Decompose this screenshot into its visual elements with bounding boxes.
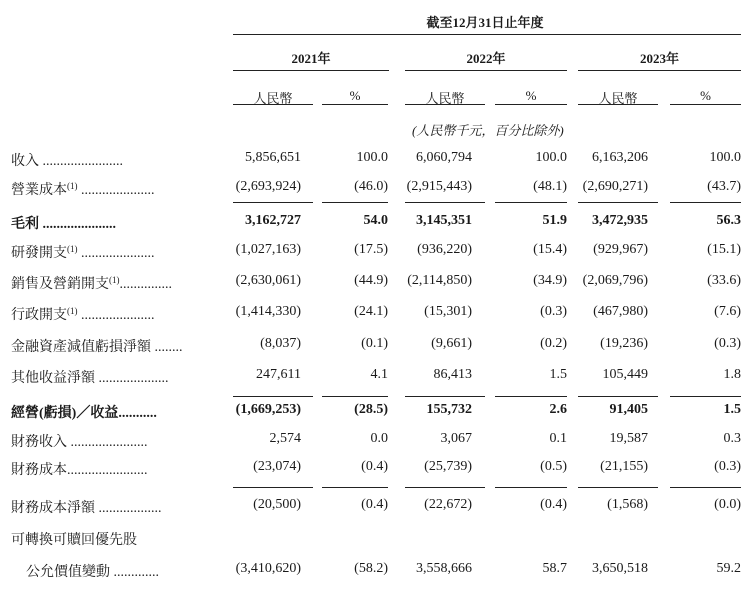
- cell-rmb-2023: 19,587: [609, 431, 648, 446]
- row-label: [11, 336, 183, 356]
- cell-rmb-2022: (9,661): [431, 336, 472, 351]
- cell-rmb-2021: (1,669,253): [235, 402, 301, 417]
- rule-after-fincost-3: [405, 487, 485, 488]
- row-label-text: 其他收益淨額: [11, 371, 95, 386]
- cell-rmb-2021: (1,414,330): [235, 304, 301, 319]
- year-header-2022: 2022年: [466, 51, 506, 66]
- row-label: [26, 561, 159, 581]
- footnote-marker: (1): [109, 275, 120, 285]
- cell-pct-2022: (48.1): [533, 179, 567, 194]
- cell-pct-2023: (7.6): [714, 304, 741, 319]
- footnote-marker: (1): [67, 244, 78, 254]
- cell-rmb-2022: 3,145,351: [416, 213, 472, 228]
- footnote-marker: (1): [67, 181, 78, 191]
- cell-pct-2023: (43.7): [707, 179, 741, 194]
- cell-rmb-2023: 105,449: [602, 367, 648, 382]
- row-label: [11, 367, 169, 387]
- cell-rmb-2022: (2,114,850): [407, 273, 472, 288]
- cell-rmb-2022: 3,067: [440, 431, 472, 446]
- cell-pct-2022: 0.1: [549, 431, 567, 446]
- subhead-rmb-2021: 人民幣: [253, 91, 293, 106]
- row-label: [11, 402, 157, 422]
- cell-rmb-2023: 3,472,935: [592, 213, 648, 228]
- cell-rmb-2021: (20,500): [253, 497, 301, 512]
- cell-pct-2021: 54.0: [363, 213, 388, 228]
- cell-rmb-2023: 91,405: [609, 402, 648, 417]
- cell-rmb-2022: 6,060,794: [416, 150, 472, 165]
- row-label-text: 營業成本: [11, 183, 67, 198]
- leader-dots: .....................: [77, 308, 155, 323]
- row-label-text: 研發開支: [11, 246, 67, 261]
- year-header-2023: 2023年: [639, 51, 679, 66]
- row-label: [11, 273, 172, 293]
- cell-pct-2022: (0.3): [540, 304, 567, 319]
- cell-pct-2021: (58.2): [354, 561, 388, 576]
- footnote-marker: (1): [67, 306, 78, 316]
- row-label: [11, 529, 137, 549]
- cell-pct-2023: (15.1): [707, 242, 741, 257]
- cell-pct-2023: 0.3: [723, 431, 741, 446]
- cell-pct-2021: (0.1): [361, 336, 388, 351]
- subhead-rule-2: [322, 104, 388, 105]
- row-label: [11, 150, 123, 170]
- cell-pct-2022: (0.4): [540, 497, 567, 512]
- cell-rmb-2023: (2,690,271): [582, 179, 648, 194]
- row-label: [11, 213, 116, 233]
- subhead-rule-3: [405, 104, 485, 105]
- leader-dots: .....................: [39, 217, 116, 232]
- row-label-text: 財務收入: [11, 435, 67, 450]
- cell-rmb-2022: 155,732: [426, 402, 472, 417]
- row-label-text: 財務成本: [11, 463, 67, 478]
- cell-pct-2021: (17.5): [354, 242, 388, 257]
- cell-pct-2022: 2.6: [549, 402, 567, 417]
- row-label: [11, 431, 148, 451]
- cell-pct-2021: (44.9): [354, 273, 388, 288]
- cell-rmb-2023: 3,650,518: [592, 561, 648, 576]
- cell-rmb-2021: 5,856,651: [245, 150, 301, 165]
- rule-after-fincost-2: [322, 487, 388, 488]
- leader-dots: ..................: [95, 501, 162, 516]
- cell-rmb-2022: 86,413: [433, 367, 472, 382]
- cell-rmb-2021: (8,037): [260, 336, 301, 351]
- year-rule-2021: [233, 70, 389, 71]
- cell-pct-2021: 100.0: [356, 150, 388, 165]
- cell-pct-2023: (0.3): [714, 459, 741, 474]
- cell-rmb-2023: (19,236): [600, 336, 648, 351]
- row-label-text: 可轉換可贖回優先股: [11, 533, 137, 548]
- subhead-rmb-2022: 人民幣: [425, 91, 465, 106]
- cell-pct-2022: 51.9: [542, 213, 567, 228]
- rule-after-cost-5: [578, 202, 658, 203]
- cell-pct-2021: (24.1): [354, 304, 388, 319]
- cell-rmb-2022: (22,672): [424, 497, 472, 512]
- year-rule-2023: [578, 70, 741, 71]
- cell-pct-2022: 100.0: [535, 150, 567, 165]
- cell-rmb-2023: (21,155): [600, 459, 648, 474]
- row-label-text: 金融資產減值虧損淨額: [11, 340, 151, 355]
- rule-after-fincost-1: [233, 487, 313, 488]
- cell-pct-2023: (0.3): [714, 336, 741, 351]
- cell-pct-2021: (0.4): [361, 497, 388, 512]
- subhead-rmb-2023: 人民幣: [598, 91, 638, 106]
- subhead-pct-2022: %: [525, 88, 537, 103]
- rule-after-other-3: [405, 396, 485, 397]
- row-label-text: 財務成本淨額: [11, 501, 95, 516]
- rule-after-fincost-6: [670, 487, 741, 488]
- cell-rmb-2022: 3,558,666: [416, 561, 472, 576]
- rule-after-cost-6: [670, 202, 741, 203]
- rule-after-cost-2: [322, 202, 388, 203]
- cell-pct-2021: (46.0): [354, 179, 388, 194]
- leader-dots: ...............: [119, 277, 172, 292]
- cell-pct-2022: (0.2): [540, 336, 567, 351]
- cell-rmb-2021: (2,630,061): [235, 273, 301, 288]
- period-header: 截至12月31日止年度: [426, 15, 544, 30]
- cell-pct-2022: (34.9): [533, 273, 567, 288]
- period-rule: [233, 34, 741, 35]
- cell-rmb-2021: 2,574: [269, 431, 301, 446]
- cell-pct-2022: 58.7: [542, 561, 567, 576]
- row-label-text: 公允價值變動: [26, 565, 110, 580]
- cell-pct-2023: 1.5: [723, 402, 741, 417]
- cell-pct-2022: 1.5: [549, 367, 567, 382]
- cell-rmb-2021: 3,162,727: [245, 213, 301, 228]
- cell-pct-2023: 1.8: [723, 367, 741, 382]
- rule-after-other-5: [578, 396, 658, 397]
- cell-pct-2022: (15.4): [533, 242, 567, 257]
- cell-rmb-2021: (3,410,620): [235, 561, 301, 576]
- cell-rmb-2023: 6,163,206: [592, 150, 648, 165]
- cell-rmb-2023: (929,967): [593, 242, 648, 257]
- cell-rmb-2022: (25,739): [424, 459, 472, 474]
- row-label: [11, 179, 155, 199]
- cell-rmb-2022: (2,915,443): [406, 179, 472, 194]
- cell-rmb-2023: (467,980): [593, 304, 648, 319]
- cell-pct-2023: (0.0): [714, 497, 741, 512]
- leader-dots: .....................: [77, 246, 155, 261]
- subhead-rule-5: [578, 104, 658, 105]
- cell-pct-2023: 56.3: [716, 213, 741, 228]
- rule-after-cost-3: [405, 202, 485, 203]
- leader-dots: ......................: [67, 435, 148, 450]
- subhead-rule-6: [670, 104, 741, 105]
- rule-after-other-1: [233, 396, 313, 397]
- subhead-pct-2021: %: [349, 88, 361, 103]
- cell-rmb-2021: 247,611: [256, 367, 301, 382]
- leader-dots: ........: [151, 340, 183, 355]
- row-label: [11, 304, 155, 324]
- subhead-rule-1: [233, 104, 313, 105]
- row-label: [11, 242, 155, 262]
- rule-after-other-2: [322, 396, 388, 397]
- row-label-text: 收入: [11, 154, 39, 169]
- cell-pct-2021: (0.4): [361, 459, 388, 474]
- cell-rmb-2021: (1,027,163): [235, 242, 301, 257]
- leader-dots: .............: [110, 565, 159, 580]
- cell-rmb-2023: (2,069,796): [582, 273, 648, 288]
- cell-rmb-2023: (1,568): [607, 497, 648, 512]
- row-label: [11, 497, 162, 517]
- year-rule-2022: [405, 70, 567, 71]
- cell-rmb-2022: (936,220): [417, 242, 472, 257]
- cell-pct-2023: (33.6): [707, 273, 741, 288]
- cell-rmb-2021: (23,074): [253, 459, 301, 474]
- rule-after-fincost-5: [578, 487, 658, 488]
- row-label: [11, 459, 148, 479]
- rule-after-other-4: [495, 396, 567, 397]
- row-label-text: 銷售及營銷開支: [11, 277, 109, 292]
- leader-dots: .......................: [67, 463, 148, 478]
- cell-pct-2023: 100.0: [709, 150, 741, 165]
- cell-pct-2021: (28.5): [354, 402, 388, 417]
- rule-after-cost-4: [495, 202, 567, 203]
- row-label-text: 毛利: [11, 217, 39, 232]
- leader-dots: ....................: [95, 371, 169, 386]
- row-label-text: 行政開支: [11, 308, 67, 323]
- leader-dots: ...........: [118, 406, 157, 421]
- cell-rmb-2022: (15,301): [424, 304, 472, 319]
- cell-rmb-2021: (2,693,924): [235, 179, 301, 194]
- subhead-rule-4: [495, 104, 567, 105]
- rule-after-fincost-4: [495, 487, 567, 488]
- unit-note: (人民幣千元，百分比除外): [412, 123, 564, 138]
- leader-dots: .....................: [77, 183, 155, 198]
- year-header-2021: 2021年: [291, 51, 331, 66]
- cell-pct-2021: 4.1: [370, 367, 388, 382]
- cell-pct-2022: (0.5): [540, 459, 567, 474]
- row-label-text: 經營(虧損)／收益: [11, 406, 119, 421]
- rule-after-other-6: [670, 396, 741, 397]
- cell-pct-2023: 59.2: [716, 561, 741, 576]
- rule-after-cost-1: [233, 202, 313, 203]
- leader-dots: .......................: [39, 154, 123, 169]
- cell-pct-2021: 0.0: [370, 431, 388, 446]
- subhead-pct-2023: %: [700, 88, 711, 103]
